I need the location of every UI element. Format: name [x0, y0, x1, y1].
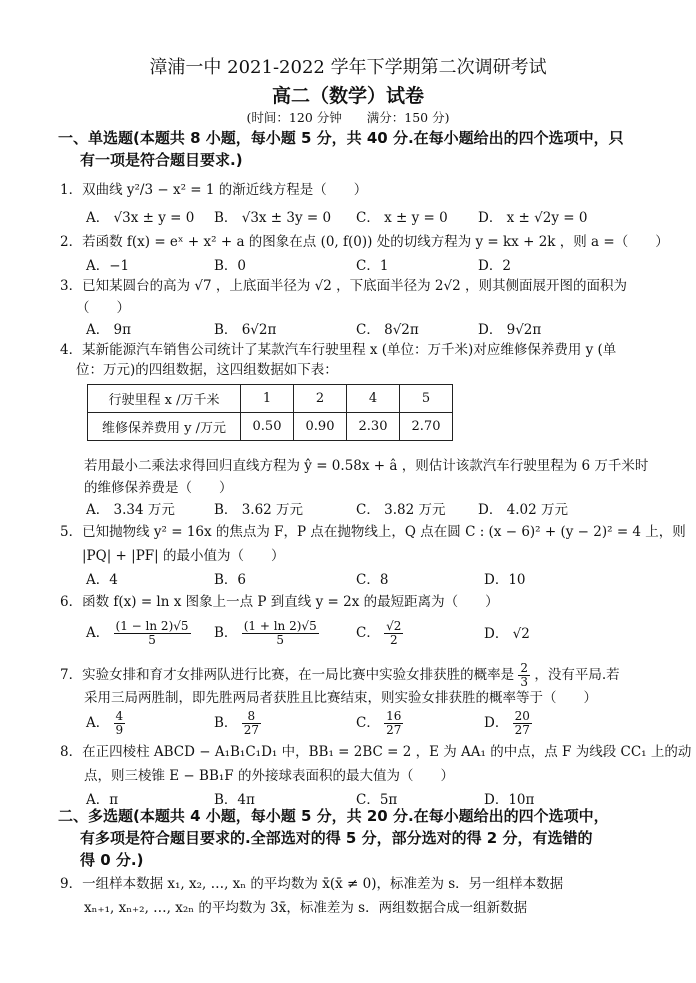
q7-option-a — [86, 710, 125, 737]
q1-stem: 1．双曲线 y²/3 − x² = 1 的渐近线方程是（ ） — [60, 182, 368, 198]
q5-stem-cont: |PQ| + |PF| 的最小值为（ ） — [82, 548, 285, 564]
q8-option-d: D．10π — [484, 792, 535, 808]
denominator: 2 — [389, 633, 398, 647]
q4-stem-regression: 若用最小二乘法求得回归直线方程为 ŷ = 0.58x + â ，则估计该款汽车行驶里程为 6 万千米时 — [84, 458, 649, 474]
q3-option-d: D． 9√2π — [478, 322, 542, 338]
section2-heading-cont: 有多项是符合题目要求的.全部选对的得 5 分，部分选对的得 2 分，有选错的 — [80, 829, 593, 847]
q3-stem: 3．已知某圆台的高为 √7 ，上底面半径为 √2 ，下底面半径为 2√2 ，则其侧面展开图的面积为 — [60, 278, 627, 294]
q2-option-b: B．0 — [214, 258, 247, 274]
denominator: 27 — [514, 723, 530, 737]
q9-stem: 9．一组样本数据 x₁, x₂, …, xₙ 的平均数为 x̄(x̄ ≠ 0)，标准差为 s．另一组样本数据 — [60, 876, 564, 892]
exam-subtitle: 高二（数学）试卷 — [271, 85, 424, 107]
numerator: 16 — [386, 709, 402, 723]
table-cell: 2.30 — [347, 413, 400, 441]
q6-option-a — [86, 620, 191, 647]
table-cell: 1 — [241, 385, 294, 413]
q6-option-c — [356, 620, 403, 647]
q4-option-c: C． 3.82 万元 — [356, 502, 446, 518]
numerator: √2 — [386, 619, 402, 633]
fraction — [114, 710, 126, 737]
q4-stem-cont: 位：万元)的四组数据，这四组数据如下表： — [76, 362, 338, 378]
fraction — [242, 620, 319, 647]
option-label: A． — [86, 715, 110, 731]
q7-stem-text-cont: ，没有平局.若 — [534, 667, 620, 683]
q4-option-b: B． 3.62 万元 — [214, 502, 304, 518]
section2-heading-cont2: 得 0 分.) — [80, 851, 144, 869]
denominator: 5 — [276, 633, 285, 647]
table-row — [88, 385, 453, 413]
q4-option-a: A． 3.34 万元 — [86, 502, 175, 518]
table-cell-label: 行驶里程 x /万千米 — [88, 385, 241, 413]
numerator: (1 + ln 2)√5 — [243, 619, 317, 633]
table-cell: 0.50 — [241, 413, 294, 441]
q5-option-b: B．6 — [214, 572, 247, 588]
numerator: 4 — [115, 709, 124, 723]
table-row — [88, 413, 453, 441]
table-cell: 5 — [400, 385, 453, 413]
q3-option-b: B． 6√2π — [214, 322, 277, 338]
section1-heading: 一、单选题(本题共 8 小题，每小题 5 分，共 40 分.在每小题给出的四个选项中，只 — [58, 129, 624, 147]
q7-stem-text: 7．实验女排和育才女排两队进行比赛，在一局比赛中实验女排获胜的概率是 — [60, 667, 515, 683]
q3-option-c: C． 8√2π — [356, 322, 419, 338]
q5-stem: 5．已知抛物线 y² = 16x 的焦点为 F，P 点在抛物线上，Q 点在圆 C : (x − 6)² + (y − 2)² = 4 上，则 — [60, 524, 686, 540]
numerator: 2 — [520, 661, 529, 675]
denominator: 27 — [243, 723, 259, 737]
section2-heading: 二、多选题(本题共 4 小题，每小题 5 分，共 20 分.在每小题给出的四个选项中， — [58, 807, 609, 825]
table-cell-label: 维修保养费用 y /万元 — [88, 413, 241, 441]
q3-stem-cont: （ ） — [76, 300, 130, 316]
q5-option-d: D．10 — [484, 572, 526, 588]
option-label: B． — [214, 625, 238, 641]
q2-option-a: A．−1 — [86, 258, 130, 274]
q7-stem-cont: 采用三局两胜制，即先胜两局者获胜且比赛结束，则实验女排获胜的概率等于（ ） — [84, 690, 597, 706]
q8-stem: 8．在正四棱柱 ABCD − A₁B₁C₁D₁ 中，BB₁ = 2BC = 2 ，E 为 AA₁ 的中点，点 F 为线段 CC₁ 上的动 — [60, 744, 692, 760]
table-cell: 2 — [294, 385, 347, 413]
q5-option-c: C．8 — [356, 572, 389, 588]
denominator: 5 — [148, 633, 156, 647]
numerator: 8 — [242, 710, 261, 724]
q4-option-d: D． 4.02 万元 — [478, 502, 568, 518]
q9-stem-cont: xₙ₊₁, xₙ₊₂, …, x₂ₙ 的平均数为 3x̄，标准差为 s．两组数据合成一组新数据 — [84, 900, 528, 916]
fraction — [518, 662, 530, 689]
q7-stem — [60, 662, 620, 689]
q6-option-b — [214, 620, 319, 647]
denominator: 27 — [386, 723, 402, 737]
q1-option-c: C． x ± y = 0 — [356, 210, 448, 226]
table-cell: 2.70 — [400, 413, 453, 441]
q4-stem-question: 的维修保养费是（ ） — [84, 480, 233, 496]
q2-stem: 2．若函数 f(x) = eˣ + x² + a 的图象在点 (0, f(0)) 处的切线方程为 y = kx + 2k ，则 a =（ ） — [60, 234, 669, 250]
fraction — [242, 710, 261, 737]
q4-stem: 4．某新能源汽车销售公司统计了某款汽车行驶里程 x (单位：万千米)对应维修保养费用 y (单 — [60, 342, 617, 358]
q1-option-b: B． √3x ± 3y = 0 — [214, 210, 332, 226]
q2-option-d: D．2 — [478, 258, 511, 274]
section1-heading-cont: 有一项是符合题目要求.) — [80, 151, 243, 169]
q6-stem: 6．函数 f(x) = ln x 图象上一点 P 到直线 y = 2x 的最短距离为（ ） — [60, 594, 499, 610]
q5-option-a: A．4 — [86, 572, 118, 588]
option-label: D． — [484, 715, 509, 731]
exam-meta: (时间：120 分钟 满分：150 分) — [246, 110, 450, 125]
option-label: C． — [356, 715, 380, 731]
q8-option-c: C．5π — [356, 792, 398, 808]
denominator: 3 — [520, 675, 529, 689]
fraction — [384, 620, 403, 647]
q7-option-c — [356, 710, 403, 737]
denominator: 9 — [115, 723, 124, 737]
table-cell: 0.90 — [294, 413, 347, 441]
table-cell: 4 — [347, 385, 400, 413]
q8-option-a: A．π — [86, 792, 119, 808]
option-label: B． — [214, 715, 238, 731]
q1-option-d: D． x ± √2y = 0 — [478, 210, 588, 226]
q6-option-d: D． √2 — [484, 626, 530, 642]
fraction — [114, 620, 191, 647]
numerator: 20 — [514, 709, 530, 723]
q7-option-d — [484, 710, 532, 737]
q2-option-c: C．1 — [356, 258, 389, 274]
q4-data-table — [87, 384, 453, 441]
q3-option-a: A． 9π — [86, 322, 132, 338]
numerator: (1 − ln 2)√5 — [115, 619, 189, 633]
q8-stem-cont: 点，则三棱锥 E − BB₁F 的外接球表面积的最大值为（ ） — [84, 768, 454, 784]
option-label: A． — [86, 625, 110, 641]
q8-option-b: B．4π — [214, 792, 255, 808]
q1-option-a: A． √3x ± y = 0 — [86, 210, 195, 226]
fraction — [384, 710, 403, 737]
option-label: C． — [356, 625, 380, 641]
exam-title: 漳浦一中 2021-2022 学年下学期第二次调研考试 — [149, 57, 547, 78]
q7-option-b — [214, 710, 261, 737]
fraction — [513, 710, 532, 737]
